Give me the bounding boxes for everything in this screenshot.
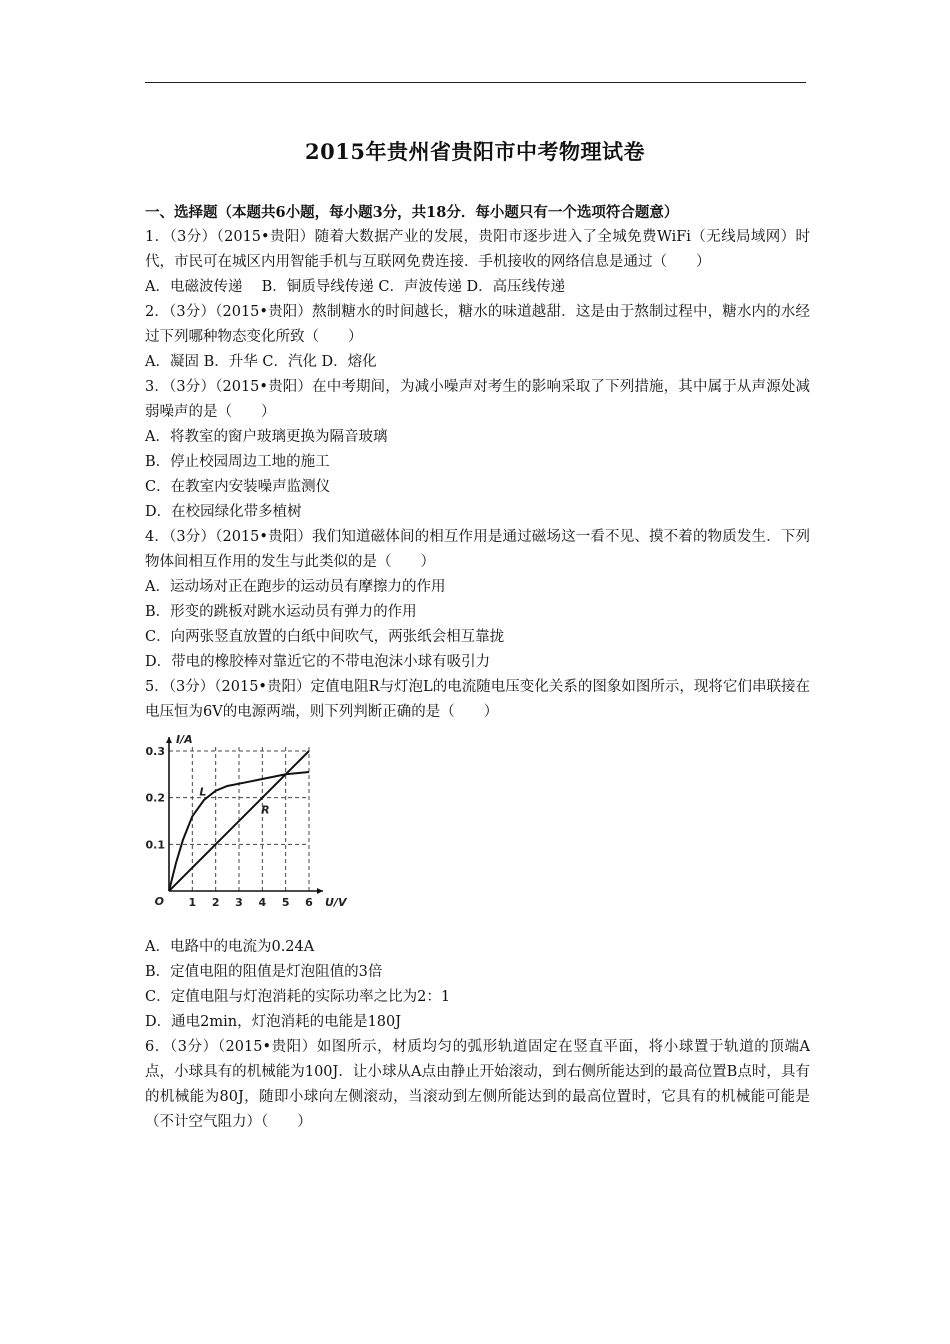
x-axis-label: U/V	[325, 896, 347, 909]
question-5-option-a: A．电路中的电流为0.24A	[145, 939, 315, 955]
question-3-stem: 3．（3分）（2015•贵阳）在中考期间，为减小噪声对考生的影响采取了下列措施，其中属于从声源处减弱噪声的是（ ）	[145, 379, 810, 420]
origin-label: O	[154, 895, 164, 908]
question-3-option-b: B．停止校园周边工地的施工	[145, 454, 330, 470]
header-rule	[145, 82, 806, 83]
question-4-option-a: A．运动场对正在跑步的运动员有摩擦力的作用	[145, 579, 446, 595]
question-4-option-d: D．带电的橡胶棒对靠近它的不带电泡沫小球有吸引力	[145, 654, 491, 670]
question-6-stem: 6．（3分）（2015•贵阳）如图所示，材质均匀的弧形轨道固定在竖直平面，将小球置于轨道的顶端A点，小球具有的机械能为100J．让小球从A点由静止开始滚动，到右侧所能达到的最高位置B点时，具有的机械能为80J，随即小球向左侧滚动，当滚动到左侧所能达到的最高位置时，它具有的机械能可能是（不计空气阻力）（ ）	[145, 1039, 810, 1130]
series-label-L: L	[199, 785, 207, 799]
question-5-option-b: B．定值电阻的阻值是灯泡阻值的3倍	[145, 964, 383, 980]
y-tick-label: 0.1	[145, 838, 165, 852]
x-tick-label: 1	[188, 896, 197, 909]
question-3-option-a: A．将教室的窗户玻璃更换为隔音玻璃	[145, 429, 388, 445]
x-tick-label: 3	[235, 896, 243, 909]
question-3-option-d: D．在校园绿化带多植树	[145, 504, 302, 520]
y-axis-arrow	[166, 737, 172, 743]
series-label-R: R	[261, 803, 270, 817]
exam-body	[145, 200, 810, 1135]
question-1-options: A．电磁波传递 B．铜质导线传递 C．声波传递 D．高压线传递	[145, 279, 566, 295]
question-2-stem: 2．（3分）（2015•贵阳）熬制糖水的时间越长，糖水的味道越甜．这是由于熬制过程中，糖水内的水经过下列哪种物态变化所致（ ）	[145, 304, 810, 345]
page-title: 2015年贵州省贵阳市中考物理试卷	[305, 139, 645, 164]
x-tick-label: 4	[258, 896, 267, 909]
iu-graph-figure	[145, 727, 810, 925]
question-5-option-c: C．定值电阻与灯泡消耗的实际功率之比为2：1	[145, 989, 451, 1005]
question-2-options: A．凝固 B．升华 C．汽化 D．熔化	[145, 354, 377, 370]
y-tick-label: 0.3	[145, 745, 165, 758]
iu-graph	[145, 727, 365, 925]
question-4-option-b: B．形变的跳板对跳水运动员有弹力的作用	[145, 604, 417, 620]
y-axis-label: I/A	[176, 733, 193, 746]
x-axis-arrow	[317, 888, 323, 894]
section-heading: 一、选择题（本题共6小题，每小题3分，共18分．每小题只有一个选项符合题意）	[145, 204, 679, 221]
question-4-stem: 4．（3分）（2015•贵阳）我们知道磁体间的相互作用是通过磁场这一看不见、摸不着的物质发生．下列物体间相互作用的发生与此类似的是（ ）	[145, 529, 810, 570]
question-4-option-c: C．向两张竖直放置的白纸中间吹气，两张纸会相互靠拢	[145, 629, 505, 645]
x-tick-label: 5	[281, 896, 290, 909]
question-1-stem: 1．（3分）（2015•贵阳）随着大数据产业的发展，贵阳市逐步进入了全城免费WiFi（无线局域网）时代，市民可在城区内用智能手机与互联网免费连接．手机接收的网络信息是通过（ ）	[145, 229, 810, 270]
question-3-option-c: C．在教室内安装噪声监测仪	[145, 479, 331, 495]
question-5-option-d: D．通电2min，灯泡消耗的电能是180J	[145, 1014, 402, 1030]
x-tick-label: 2	[211, 896, 220, 909]
x-tick-label: 6	[305, 896, 313, 909]
y-tick-label: 0.2	[145, 791, 165, 805]
question-5-stem: 5．（3分）（2015•贵阳）定值电阻R与灯泡L的电流随电压变化关系的图象如图所示，现将它们串联接在电压恒为6V的电源两端，则下列判断正确的是（ ）	[145, 679, 810, 720]
